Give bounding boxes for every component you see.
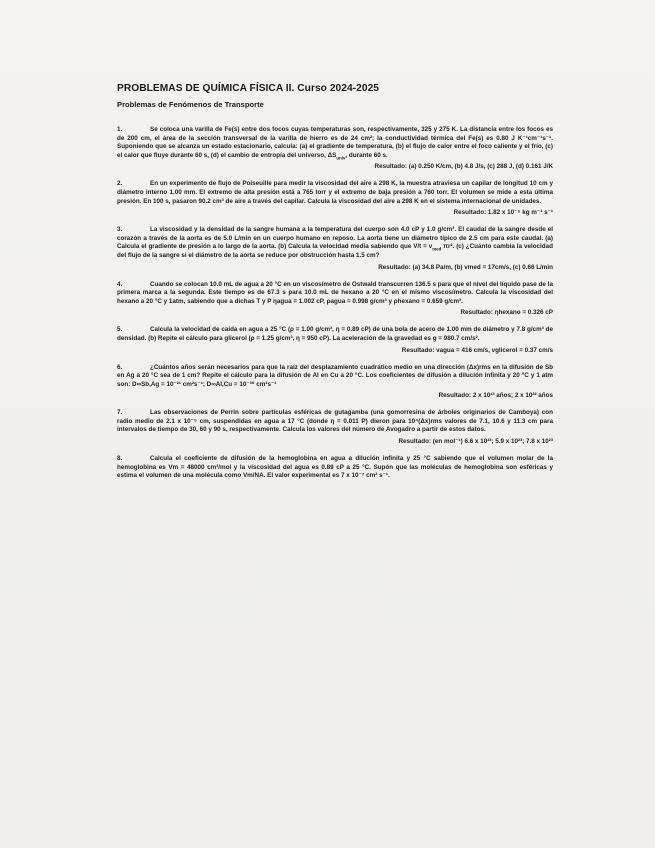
- problem-text: [117, 364, 553, 390]
- problem-text: [117, 226, 553, 260]
- problem-6: [117, 364, 553, 401]
- problem-text: [117, 455, 553, 481]
- problem-result: Resultado: ηhexano = 0.326 cP: [460, 309, 553, 317]
- problem-body: Calcula la velocidad de caída en agua a 25 °C (ρ = 1.00 g/cm³, η = 0.89 cP) de una bola de acero de 1.00 mm de diámetro y 7.8 g/cm³ de densidad. (b) Repite el cálculo para glicerol (ρ = 1.25 g/cm³, η = 950 cP). La aceleración de la gravedad es g = 980.7 cm/s².: [117, 326, 553, 342]
- problem-body-sub: univ: [336, 155, 346, 161]
- problem-text: [117, 126, 553, 160]
- problem-3: [117, 226, 553, 271]
- problem-number: 1.: [117, 126, 123, 133]
- problem-body: Se coloca una varilla de Fe(s) entre dos focos cuyas temperaturas son, respectivamente, 325 y 275 K. La distancia entre los focos es de 200 cm, el área de la sección transversal de la varilla de hierro es de 24 cm²; la conductividad térmica del Fe(s) es 0.80 J K⁻¹cm⁻¹s⁻¹. Suponiendo que se alcanza un estado estacionario, calcula: (a) el gradiente de temperatura, (b) el flujo de calor entre el foco caliente y el frío, (c) el calor que fluye durante 60 s, (d) el cambio de entropía del universo, ΔS: [117, 126, 553, 159]
- problem-number: 6.: [117, 363, 123, 371]
- problem-text: [117, 180, 553, 206]
- problem-4: [117, 281, 553, 318]
- problem-2: [117, 180, 553, 217]
- problem-number: 4.: [117, 280, 123, 288]
- problem-body: Calcula el coeficiente de difusión de la hemoglobina en agua a dilución infinita y 25 °C sabiendo que el volumen molar de la hemoglobina es Vm = 48000 cm³/mol y la viscosidad del agua es 0.89 cP a 25 °C. Supón que las moléculas de hemoglobina son esféricas y estima el volumen de una molécula como Vm/NA. El valor experimental es 7 x 10⁻⁷ cm² s⁻¹.: [117, 455, 553, 480]
- problem-body-tail: , durante 60 s.: [345, 151, 388, 159]
- problem-body: Cuando se colocan 10.0 mL de agua a 20 °C en un viscosímetro de Ostwald transcurren 136.5 s para que el nivel del líquido pase de la primera marca a la segunda. Este tiempo es de 67.3 s para 10.0 mL de hexano a 20 °C en el mismo viscosímetro. Calcula la viscosidad del hexano a 20 °C y 1atm, sabiendo que a dichas T y P ηagua = 1.002 cP, ρagua = 0.998 g/cm³ y ρhexano = 0.659 g/cm³.: [117, 280, 553, 305]
- problem-body-sub: med: [432, 246, 442, 252]
- problem-8: [117, 455, 553, 481]
- problem-number: 2.: [117, 180, 123, 188]
- problem-result: Resultado: (a) 34.8 Pa/m, (b) vmed = 17cm/s, (c) 0.66 L/min: [378, 263, 553, 271]
- problem-5: [117, 326, 553, 354]
- problem-body: En un experimento de flujo de Poiseuille para medir la viscosidad del aire a 298 K, la muestra atraviesa un capilar de longitud 10 cm y diámetro interno 1.00 mm. El extremo de alta presión está a 765 torr y el extremo de baja presión a 760 torr. El volumen se mide a esta última presión. En 100 s, pasaron 90.2 cm³ de aire a través del capilar. Calcula la viscosidad del aire a 298 K en el sistema internacional de unidades.: [117, 180, 553, 205]
- problem-result: Resultado: 2 x 10¹³ años; 2 x 10²² años: [438, 392, 553, 400]
- document-title: PROBLEMAS DE QUÍMICA FÍSICA II. Curso 2024-2025: [117, 83, 379, 94]
- problem-result: Resultado: (a) 0.250 K/cm, (b) 4.8 J/s, (c) 288 J, (d) 0.161 J/K: [374, 163, 553, 171]
- problem-text: [117, 409, 553, 435]
- problem-7: [117, 409, 553, 446]
- document-subtitle: Problemas de Fenómenos de Transporte: [117, 100, 264, 109]
- document-content: [117, 83, 553, 490]
- problem-text: [117, 326, 553, 343]
- problem-number: 8.: [117, 455, 123, 463]
- problem-body: La viscosidad y la densidad de la sangre humana a la temperatura del cuerpo son 4.0 cP y 1.0 g/cm³. El caudal de la sangre desde el corazón a través de la aorta es de 5.0 L/min en un cuerpo humano en reposo. La aorta tiene un diámetro típico de 2.5 cm para este caudal. (a) Calcula el gradiente de presión a lo largo de la aorta. (b) Calcula la velocidad media sabiendo que V/t = v: [117, 226, 553, 251]
- problem-number: 3.: [117, 226, 123, 234]
- problem-1: [117, 126, 553, 171]
- problem-number: 5.: [117, 326, 123, 334]
- problem-number: 7.: [117, 409, 123, 417]
- problem-body: Las observaciones de Perrin sobre partículas esféricas de gutagamba (una gomorresina de árboles originarios de Camboya) con radio medio de 2.1 x 10⁻⁵ cm, suspendidas en agua a 17 °C (donde η = 0.011 P) dieron para 10⁴(Δx)rms valores de 7.1, 10.6 y 11.3 cm para intervalos de tiempo de 30, 60 y 90 s, respectivamente. Calcula los valores del número de Avogadro a partir de estos datos.: [117, 409, 553, 434]
- problem-result: Resultado: vagua = 416 cm/s, vglicerol = 0.37 cm/s: [401, 346, 553, 354]
- problem-result: Resultado: 1.82 x 10⁻⁵ kg m⁻¹ s⁻¹: [453, 209, 553, 217]
- problem-text: [117, 281, 553, 307]
- problem-body-tail: πr². (c) ¿Cuánto cambia la velocidad del flujo de la sangre si el diámetro de la aorta se reduce por obstrucción hasta 1.5 cm?: [117, 243, 554, 259]
- problem-body: ¿Cuántos años serán necesarios para que la raíz del desplazamiento cuadrático medio en una dirección (Δx)rms en la difusión de Sb en Ag a 20 °C sea de 1 cm? Repite el cálculo para la difusión de Al en Cu a 20 °C. Los coeficientes de difusión a dilución infinita y 20 °C y 1 atm son: D∞Sb,Ag = 10⁻²¹ cm²s⁻¹; D∞Al,Cu = 10⁻³⁰ cm²s⁻¹: [117, 363, 553, 388]
- problem-result: Resultado: (en mol⁻¹) 6.6 x 10²³; 5.9 x 10²³; 7.8 x 10²³: [398, 438, 553, 446]
